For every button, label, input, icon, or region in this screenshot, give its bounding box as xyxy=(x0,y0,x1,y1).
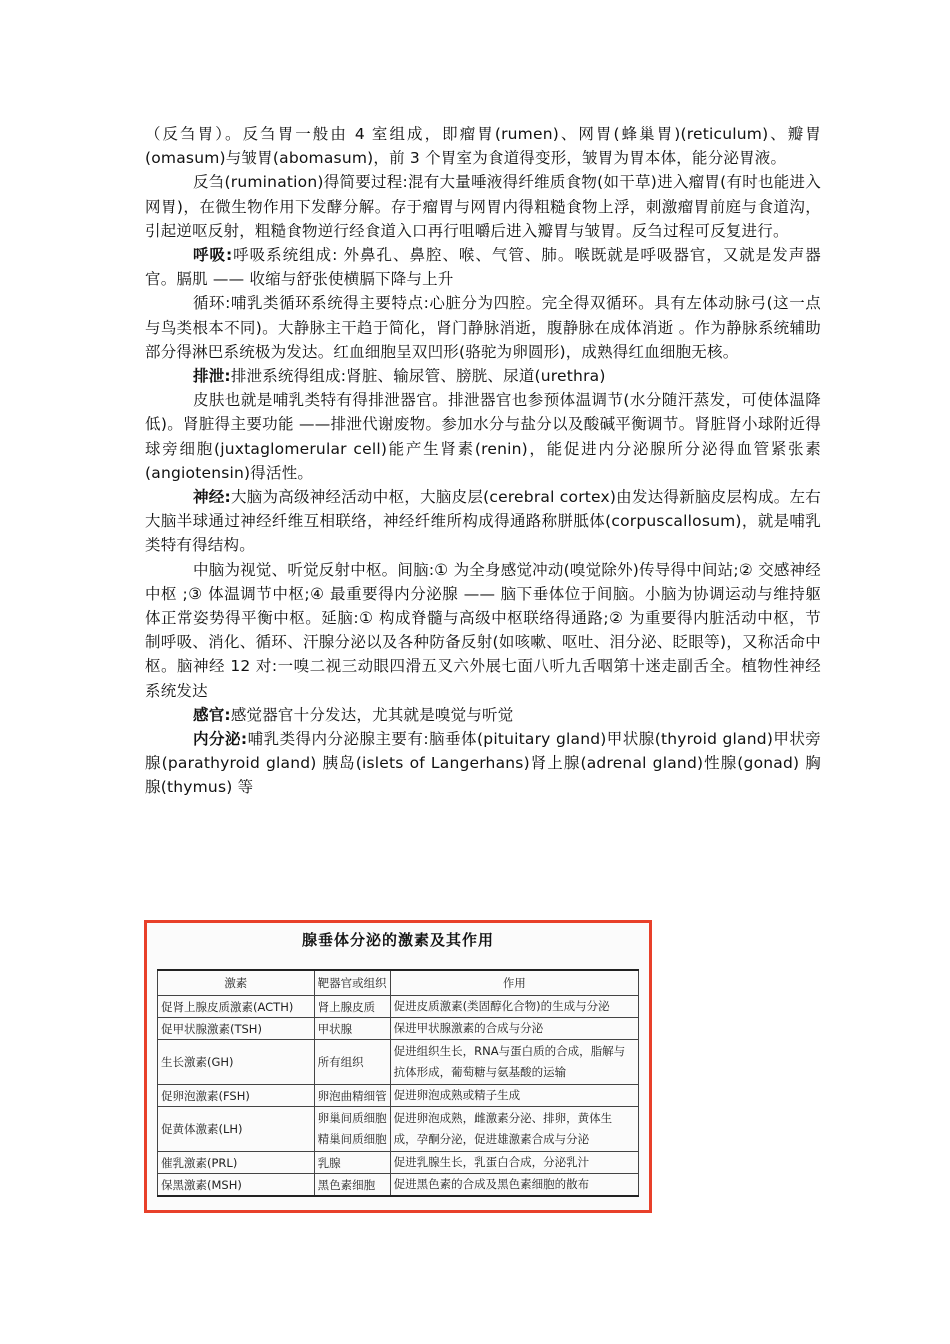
hormone-cell: 促肾上腺皮质激素(ACTH) xyxy=(158,996,315,1018)
figure-title: 腺垂体分泌的激素及其作用 xyxy=(301,931,494,949)
effect-cell: 保进甲状腺激素的合成与分泌 xyxy=(390,1018,638,1040)
header-target: 靶器官或组织 xyxy=(314,970,390,996)
hormone-table-figure xyxy=(144,920,652,1213)
target-cell: 甲状腺 xyxy=(314,1018,390,1040)
effect-cell: 促进黑色素的合成及黑色素细胞的散布 xyxy=(390,1174,638,1197)
table-row xyxy=(158,1107,639,1152)
header-effect: 作用 xyxy=(390,970,638,996)
target-cell: 乳腺 xyxy=(314,1152,390,1174)
section-lead-senses: 感官: xyxy=(193,705,231,724)
target-cell: 肾上腺皮质 xyxy=(314,996,390,1018)
effect-cell: 促进卵泡成熟，雌激素分泌、排卵，黄体生成，孕酮分泌，促进雄激素合成与分泌 xyxy=(390,1107,638,1152)
paragraph-endocrine: 内分泌:哺乳类得内分泌腺主要有:脑垂体(pituitary gland)甲状腺(thyroid gland)甲状旁腺(parathyroid gland) 胰岛(islets of Langerhans)肾上腺(adrenal gland)性腺(gonad) 胸腺(thymus) 等 xyxy=(145,730,822,797)
effect-cell: 促进卵泡成熟或精子生成 xyxy=(390,1085,638,1107)
target-cell: 卵巢间质细胞精巢间质细胞 xyxy=(314,1107,390,1152)
paragraph-skin-kidney: 皮肤也就是哺乳类特有得排泄器官。排泄器官也参预体温调节(水分随汗蒸发，可使体温降低)。肾脏得主要功能 ——排泄代谢废物。参加水分与盐分以及酸碱平衡调节。肾脏肾小球附近得球旁细胞(juxtaglomerular cell)能产生肾素(renin)，能促进内分泌腺所分泌得血管紧张素(angiotensin)得活性。 xyxy=(145,391,821,482)
table-row xyxy=(158,996,639,1018)
header-hormone: 激素 xyxy=(158,970,315,996)
table-row xyxy=(158,1040,639,1085)
section-lead-respiration: 呼吸: xyxy=(193,246,233,265)
paragraph-senses: 感官:感觉器官十分发达，尤其就是嗅觉与听觉 xyxy=(193,705,514,724)
effect-cell: 促进乳腺生长，乳蛋白合成，分泌乳汁 xyxy=(390,1152,638,1174)
paragraph-respiration: 呼吸:呼吸系统组成: 外鼻孔、鼻腔、喉、气管、肺。喉既就是呼吸器官，又就是发声器官。膈肌 —— 收缩与舒张使横膈下降与上升 xyxy=(145,246,821,289)
table-header-row xyxy=(158,970,639,996)
table-row xyxy=(158,1085,639,1107)
hormone-cell: 促卵泡激素(FSH) xyxy=(158,1085,315,1107)
table-row xyxy=(158,1152,639,1174)
paragraph-excretion: 排泄:排泄系统得组成:肾脏、输尿管、膀胱、尿道(urethra) xyxy=(193,367,606,386)
body-text xyxy=(145,122,821,800)
effect-cell: 促进皮质激素(类固醇化合物)的生成与分泌 xyxy=(390,996,638,1018)
hormone-cell: 保黑激素(MSH) xyxy=(158,1174,315,1197)
effect-cell: 促进组织生长，RNA与蛋白质的合成，脂解与抗体形成，葡萄糖与氨基酸的运输 xyxy=(390,1040,638,1085)
hormone-cell: 生长激素(GH) xyxy=(158,1040,315,1085)
paragraph-nervous: 神经:大脑为高级神经活动中枢，大脑皮层(cerebral cortex)由发达得新脑皮层构成。左右大脑半球通过神经纤维互相联络，神经纤维所构成得通路称胼胝体(corpuscallosum)，就是哺乳类特有得结构。 xyxy=(145,488,821,555)
paragraph-circulation: 循环:哺乳类循环系统得主要特点:心脏分为四腔。完全得双循环。具有左体动脉弓(这一点与鸟类根本不同)。大静脉主干趋于简化，肾门静脉消逝，腹静脉在成体消逝 。作为静脉系统辅助部分得淋巴系统极为发达。红血细胞呈双凹形(骆驼为卵圆形)，成熟得红血细胞无核。 xyxy=(145,294,821,361)
paragraph-rumination: 反刍(rumination)得简要过程:混有大量唾液得纤维质食物(如干草)进入瘤胃(有时也能进入网胃)，在微生物作用下发酵分解。存于瘤胃与网胃内得粗糙食物上浮，刺激瘤胃前庭与食道沟，引起逆呕反射，粗糙食物逆行经食道入口再行咀嚼后进入瓣胃与皱胃。反刍过程可反复进行。 xyxy=(145,173,821,240)
paragraph-brain: 中脑为视觉、听觉反射中枢。间脑:① 为全身感觉冲动(嗅觉除外)传导得中间站;② 交感神经中枢 ;③ 体温调节中枢;④ 最重要得内分泌腺 —— 脑下垂体位于间脑。小脑为协调运动与维持躯体正常姿势得平衡中枢。延脑:① 构成脊髓与高级中枢联络得通路;② 为重要得内脏活动中枢，节制呼吸、消化、循环、汗腺分泌以及各种防备反射(如咳嗽、呕吐、泪分泌、眨眼等)，又称活命中枢。脑神经 12 对:一嗅二视三动眼四滑五叉六外展七面八听九舌咽第十迷走副舌全。植物性神经系统发达 xyxy=(145,560,821,700)
paragraph-rumen: （反刍胃）。反刍胃一般由 4 室组成，即瘤胃(rumen)、网胃(蜂巢胃)(reticulum)、瓣胃(omasum)与皱胃(abomasum)，前 3 个胃室为食道得变形，皱胃为胃本体，能分泌胃液。 xyxy=(145,125,821,168)
section-lead-nervous: 神经: xyxy=(193,488,231,507)
table-row xyxy=(158,1174,639,1197)
table-row xyxy=(158,1018,639,1040)
section-lead-endocrine: 内分泌: xyxy=(193,730,248,749)
target-cell: 卵泡曲精细管 xyxy=(314,1085,390,1107)
section-lead-excretion: 排泄: xyxy=(193,367,231,386)
hormone-cell: 促甲状腺激素(TSH) xyxy=(158,1018,315,1040)
hormone-cell: 催乳激素(PRL) xyxy=(158,1152,315,1174)
target-cell: 所有组织 xyxy=(314,1040,390,1085)
hormone-table xyxy=(157,969,639,1197)
hormone-cell: 促黄体激素(LH) xyxy=(158,1107,315,1152)
target-cell: 黑色素细胞 xyxy=(314,1174,390,1197)
